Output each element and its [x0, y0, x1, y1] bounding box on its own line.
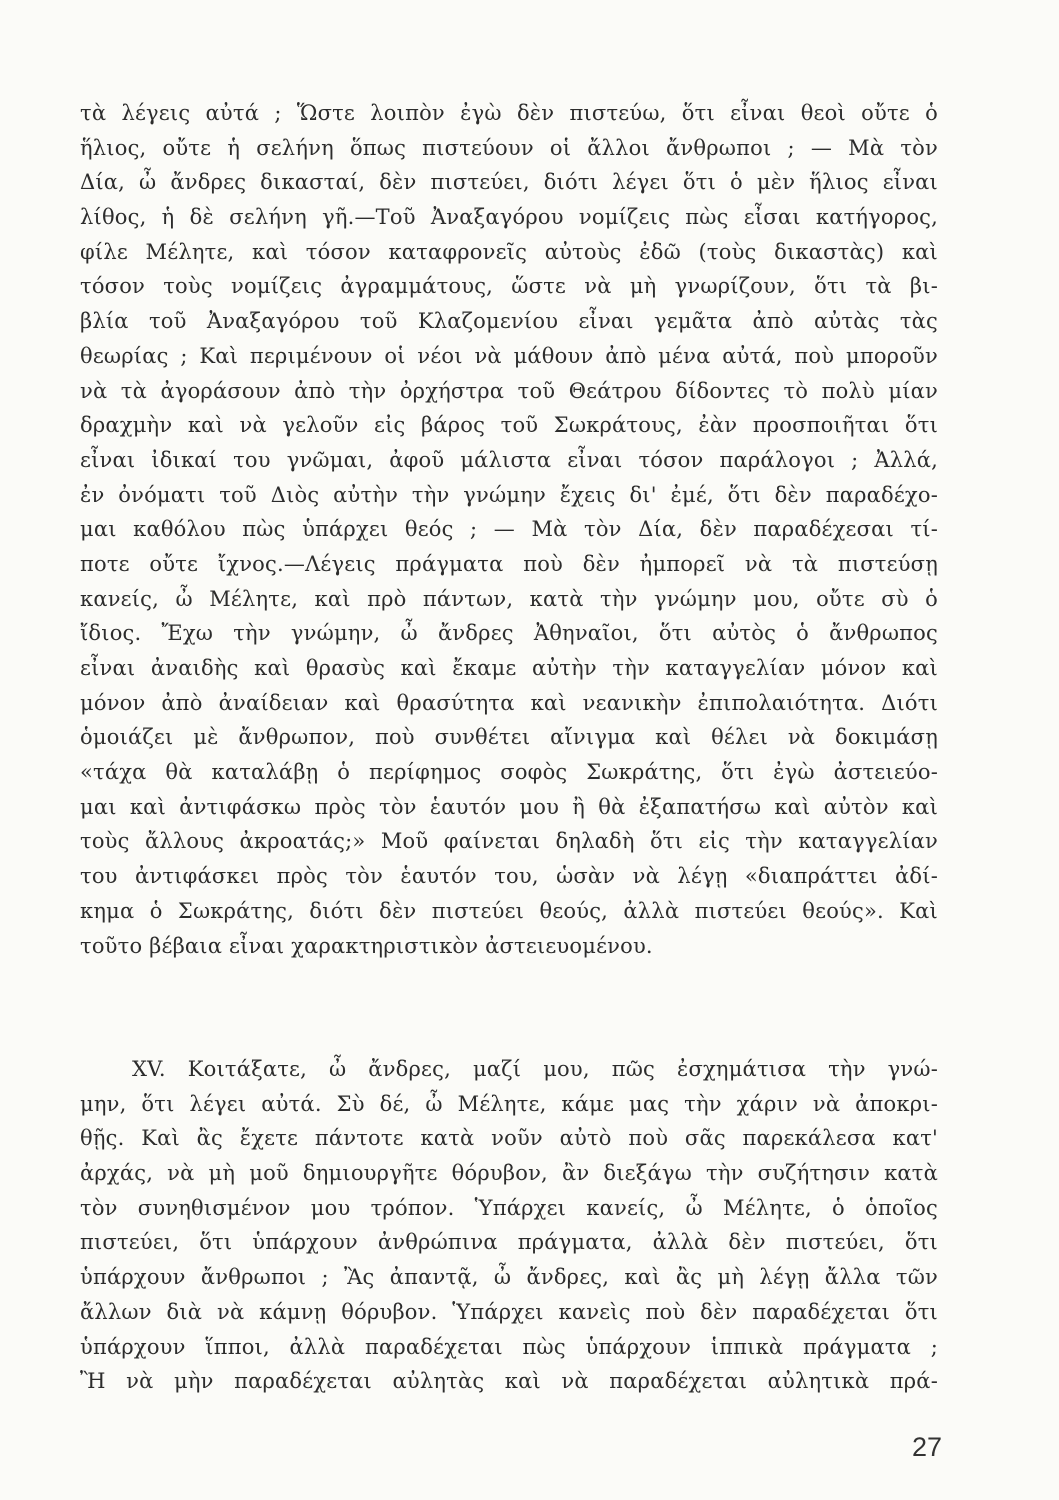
text-line: ποτε οὔτε ἴχνος.—Λέγεις πράγματα ποὺ δὲν ἠμπορεῖ νὰ τὰ πιστεύσῃ [80, 551, 938, 576]
text-line: ἄλλων διὰ νὰ κάμνῃ θόρυβον. Ὑπάρχει κανεὶς ποὺ δὲν παραδέχεται ὅτι [80, 1299, 938, 1324]
text-line: τόσον τοὺς νομίζεις ἀγραμμάτους, ὥστε νὰ μὴ γνωρίζουν, ὅτι τὰ βι- [80, 274, 938, 299]
text-line: μαι καθόλου πὼς ὑπάρχει θεός ; — Μὰ τὸν Δία, δὲν παραδέχεσαι τί- [80, 517, 938, 542]
text-line: θῇς. Καὶ ἂς ἔχετε πάντοτε κατὰ νοῦν αὐτὸ ποὺ σᾶς παρεκάλεσα κατ' [80, 1126, 938, 1151]
text-line: Δία, ὦ ἄνδρες δικασταί, δὲν πιστεύει, διότι λέγει ὅτι ὁ μὲν ἥλιος εἶναι [80, 170, 938, 195]
text-line: δραχμὴν καὶ νὰ γελοῦν εἰς βάρος τοῦ Σωκράτους, ἐὰν προσποιῆται ὅτι [80, 413, 938, 438]
text-line: πιστεύει, ὅτι ὑπάρχουν ἀνθρώπινα πράγματα, ἀλλὰ δὲν πιστεύει, ὅτι [80, 1230, 938, 1255]
text-line: τοὺς ἄλλους ἀκροατάς;» Μοῦ φαίνεται δηλαδὴ ὅτι εἰς τὴν καταγγελίαν [80, 829, 938, 854]
text-line: Ἢ νὰ μὴν παραδέχεται αὐλητὰς καὶ νὰ παραδέχεται αὐλητικὰ πρά- [80, 1369, 938, 1394]
text-line: «τάχα θὰ καταλάβῃ ὁ περίφημος σοφὸς Σωκράτης, ὅτι ἐγὼ ἀστειεύο- [80, 760, 938, 785]
text-line: λίθος, ἡ δὲ σελήνη γῆ.—Τοῦ Ἀναξαγόρου νομίζεις πὼς εἶσαι κατήγορος, [80, 205, 938, 230]
text-line: μόνον ἀπὸ ἀναίδειαν καὶ θρασύτητα καὶ νεανικὴν ἐπιπολαιότητα. Διότι [80, 690, 938, 715]
text-line: τοῦτο βέβαια εἶναι χαρακτηριστικὸν ἀστειευομένου. [80, 933, 653, 958]
text-line: εἶναι ἀναιδὴς καὶ θρασὺς καὶ ἔκαμε αὐτὴν τὴν καταγγελίαν μόνον καὶ [80, 656, 938, 680]
text-line: τὰ λέγεις αὐτά ; Ὥστε λοιπὸν ἐγὼ δὲν πιστεύω, ὅτι εἶναι θεοὶ οὔτε ὁ [80, 101, 938, 125]
text-line: μην, ὅτι λέγει αὐτά. Σὺ δέ, ὦ Μέλητε, κάμε μας τὴν χάριν νὰ ἀποκρι- [80, 1091, 938, 1116]
text-line: φίλε Μέλητε, καὶ τόσον καταφρονεῖς αὐτοὺς ἐδῶ (τοὺς δικαστὰς) καὶ [80, 239, 938, 264]
text-line: εἶναι ἰδικαί του γνῶμαι, ἀφοῦ μάλιστα εἶναι τόσον παράλογοι ; Ἀλλά, [80, 447, 938, 472]
text-line: ἥλιος, οὔτε ἡ σελήνη ὅπως πιστεύουν οἱ ἄλλοι ἄνθρωποι ; — Μὰ τὸν [80, 135, 938, 160]
text-line: ὁμοιάζει μὲ ἄνθρωπον, ποὺ συνθέτει αἴνιγμα καὶ θέλει νὰ δοκιμάσῃ [80, 725, 938, 750]
text-line: νὰ τὰ ἀγοράσουν ἀπὸ τὴν ὀρχήστρα τοῦ Θεάτρου δίδοντες τὸ πολὺ μίαν [80, 378, 938, 403]
text-line: ἀρχάς, νὰ μὴ μοῦ δημιουργῆτε θόρυβον, ἂν διεξάγω τὴν συζήτησιν κατὰ [80, 1161, 938, 1186]
text-line: του ἀντιφάσκει πρὸς τὸν ἑαυτόν του, ὡσὰν νὰ λέγῃ «διαπράττει ἀδί- [80, 864, 938, 889]
text-line: θεωρίας ; Καὶ περιμένουν οἱ νέοι νὰ μάθουν ἀπὸ μένα αὐτά, ποὺ μποροῦν [80, 343, 938, 368]
text-line: κανείς, ὦ Μέλητε, καὶ πρὸ πάντων, κατὰ τὴν γνώμην μου, οὔτε σὺ ὁ [80, 586, 938, 611]
text-line: τὸν συνηθισμένον μου τρόπον. Ὑπάρχει κανείς, ὦ Μέλητε, ὁ ὁποῖος [80, 1195, 938, 1220]
paragraph-2 [80, 1052, 938, 1399]
text-line: μαι καὶ ἀντιφάσκω πρὸς τὸν ἑαυτόν μου ἢ θὰ ἐξαπατήσω καὶ αὐτὸν καὶ [80, 794, 938, 819]
text-line: βλία τοῦ Ἀναξαγόρου τοῦ Κλαζομενίου εἶναι γεμᾶτα ἀπὸ αὐτὰς τὰς [80, 309, 938, 334]
text-line: ὑπάρχουν ἵπποι, ἀλλὰ παραδέχεται πὼς ὑπάρχουν ἱππικὰ πράγματα ; [80, 1334, 938, 1359]
text-line: κημα ὁ Σωκράτης, διότι δὲν πιστεύει θεούς, ἀλλὰ πιστεύει θεούς». Καὶ [80, 898, 938, 923]
page-number: 27 [911, 1432, 942, 1462]
text-line: ἴδιος. Ἔχω τὴν γνώμην, ὦ ἄνδρες Ἀθηναῖοι, ὅτι αὐτὸς ὁ ἄνθρωπος [80, 621, 938, 646]
text-line: XV. Κοιτάξατε, ὦ ἄνδρες, μαζί μου, πῶς ἐσχημάτισα τὴν γνώ- [132, 1057, 938, 1081]
paragraph-1 [80, 96, 938, 963]
text-line: ὑπάρχουν ἄνθρωποι ; Ἂς ἀπαντᾷ, ὦ ἄνδρες, καὶ ἂς μὴ λέγῃ ἄλλα τῶν [80, 1265, 938, 1290]
text-line: ἐν ὀνόματι τοῦ Διὸς αὐτὴν τὴν γνώμην ἔχεις δι' ἐμέ, ὅτι δὲν παραδέχο- [80, 482, 938, 507]
